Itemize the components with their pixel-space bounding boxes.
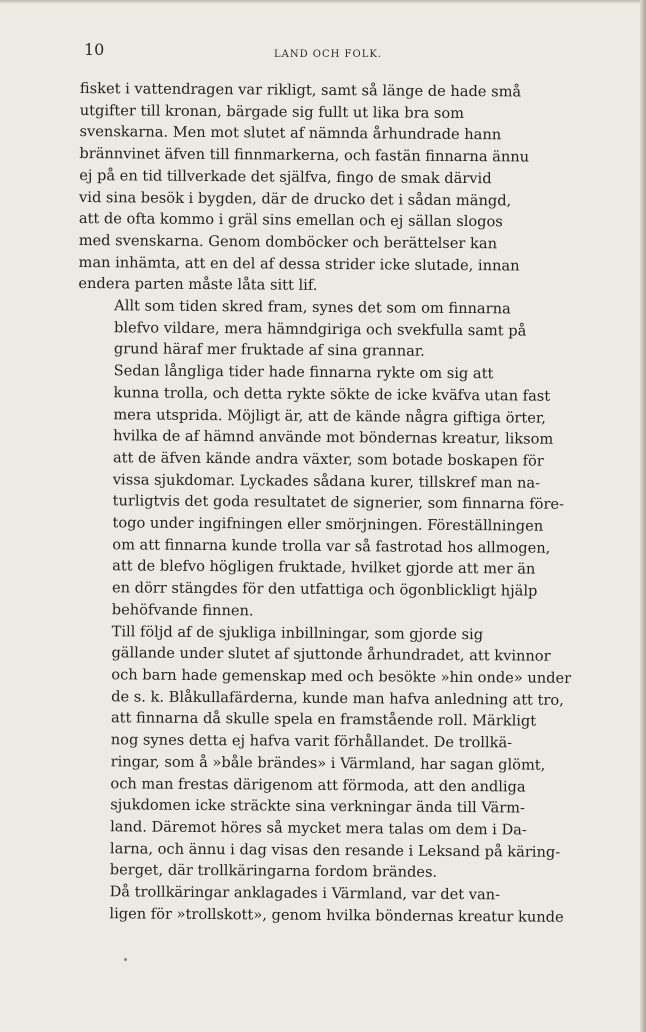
scan-edge-top <box>0 0 646 4</box>
text-line: Till följd af de sjukliga inbillningar, som gjorde sig <box>111 622 484 643</box>
text-line: att de äfven kände andra växter, som botade boskapen för <box>112 449 544 470</box>
paragraph-4 <box>74 621 572 885</box>
page-header <box>84 40 574 64</box>
text-line: man inhämta, att en del af dessa strider icke slutade, innan <box>78 253 520 275</box>
text-line: fisket i vattendragen var rikligt, samt så länge de hade små <box>79 79 522 101</box>
scan-edge-right <box>640 0 646 1032</box>
text-line: Då trollkäringar anklagades i Värmland, var det van- <box>109 883 501 904</box>
paragraph-1 <box>78 78 572 299</box>
text-line: med svenskarna. Genom domböcker och berättelser kan <box>78 231 498 253</box>
text-line: de s. k. Blåkullafärderna, kunde man hafva anledning att tro, <box>111 687 564 709</box>
text-line: berget, där trollkäringarna fordom brändes. <box>109 861 438 882</box>
text-line: brännvinet äfven till finnmarkerna, och fastän finnarna ännu <box>79 145 530 166</box>
text-line: utgifter till kronan, bärgade sig fullt ut lika bra som <box>79 101 465 122</box>
running-head: LAND OCH FOLK. <box>274 49 382 60</box>
text-line: ej på en tid tillverkade det själfva, fingo de smak därvid <box>79 166 492 188</box>
text-line: behöfvande finnen. <box>111 601 254 620</box>
text-line: mera utsprida. Möjligt är, att de kände några giftiga örter, <box>113 405 546 427</box>
text-line: att de ofta kommo i gräl sins emellan och ej sällan slogos <box>78 210 503 231</box>
text-line: Allt som tiden skred fram, synes det som om finnarna <box>114 297 511 318</box>
text-line: sjukdomen icke sträckte sina verkningar ända till Värm- <box>110 796 526 817</box>
text-line: hvilka de af hämnd använde mot böndernas kreatur, liksom <box>113 427 554 448</box>
text-line: att de blefvo högligen fruktade, hvilket gjorde att mer än <box>112 557 536 579</box>
text-line: ligen för »trollskott», genom hvilka böndernas kreatur kunde <box>109 904 564 926</box>
text-line: kunna trolla, och detta rykte sökte de icke kväfva utan fast <box>113 384 551 405</box>
page-number: 10 <box>84 40 105 59</box>
text-line: Sedan långliga tider hade finnarna rykte om sig att <box>113 362 494 383</box>
text-line: och barn hade gemenskap med och besökte »hin onde» under <box>111 666 572 687</box>
text-line: larna, och ännu i dag visas den resande i Leksand på käring- <box>109 839 561 861</box>
text-line: ringar, som å »båle brändes» i Värmland, har sagan glömt, <box>110 753 546 774</box>
text-line: en dörr stängdes för den utfattiga och ögonblickligt hjälp <box>111 579 538 600</box>
paper-speck <box>124 958 127 961</box>
text-line: vid sina besök i bygden, där de drucko det i sådan mängd, <box>78 188 512 209</box>
body-text <box>73 78 572 928</box>
paragraph-2 <box>78 295 570 364</box>
text-line: blefvo vildare, mera hämndgiriga och svekfulla samt på <box>113 319 527 340</box>
text-line: togo under ingifningen eller smörjningen. Föreställningen <box>112 514 544 535</box>
text-line: nog synes detta ej hafva varit förhållandet. De trollkä- <box>110 731 513 752</box>
text-line: vissa sjukdomar. Lyckades sådana kurer, tillskref man na- <box>112 470 541 492</box>
text-line: land. Däremot höres så mycket mera talas om dem i Da- <box>110 818 527 839</box>
paragraph-5 <box>73 881 565 928</box>
text-line: turligtvis det goda resultatet de signerier, som finnarna före- <box>112 492 565 514</box>
text-line: gällande under slutet af sjuttonde århundradet, att kvinnor <box>111 644 551 665</box>
text-line: att finnarna då skulle spela en framstående roll. Märkligt <box>110 709 537 730</box>
paragraph-3 <box>76 360 570 624</box>
text-line: grund häraf mer fruktade af sina grannar. <box>113 340 425 361</box>
text-line: svenskarna. Men mot slutet af nämnda århundrade hann <box>79 123 502 144</box>
text-line: och man frestas därigenom att förmoda, att den andliga <box>110 774 526 796</box>
text-line: endera parten måste låta sitt lif. <box>78 275 318 295</box>
text-line: om att finnarna kunde trolla var så fastrotad hos allmogen, <box>112 536 551 557</box>
